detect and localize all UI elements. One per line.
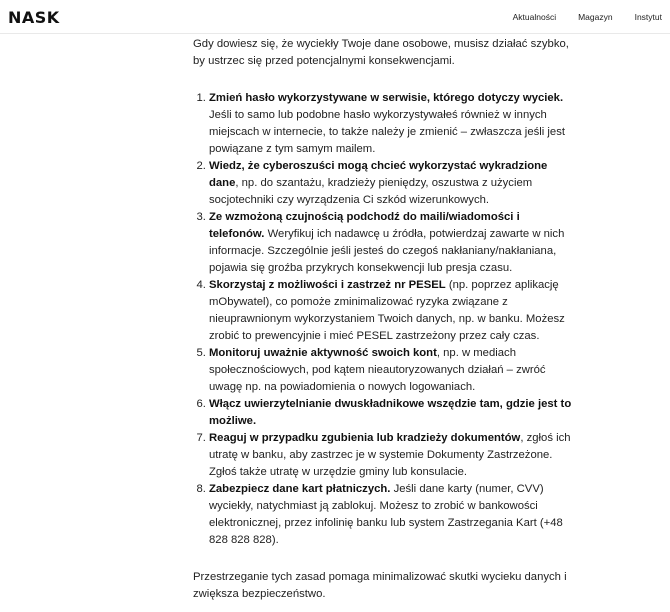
list-item <box>209 430 573 481</box>
nask-logo[interactable]: NASK <box>8 8 60 27</box>
tip-text: , zgłoś ich utratę w banku, aby zastrzec je w systemie Dokumenty Zastrzeżone. Zgłoś także utratę w urzędzie gminy lub konsulacie. <box>209 432 571 478</box>
tip-text: Jeśli dane karty (numer, CVV) wyciekły, natychmiast ją zablokuj. Możesz to zrobić w bankowości elektronicznej, przez infolinię banku lub system Zastrzegania Kart (+48 828 828 828). <box>209 483 563 546</box>
list-item <box>209 396 573 430</box>
tip-text: Weryfikuj ich nadawcę u źródła, potwierdzaj zawarte w nich informacje. Szczególnie jeśli jesteś do czegoś nakłaniany/nakłaniana, pojawia się groźba przykrych konsekwencji lub presja czasu. <box>209 228 565 274</box>
list-item <box>209 209 573 277</box>
tip-text: Jeśli to samo lub podobne hasło wykorzystywałeś również w innych miejscach w internecie, to także należy je zmienić – zwłaszcza jeśli jest powiązane z tym samym mailem. <box>209 109 565 155</box>
tip-heading: Monitoruj uważnie aktywność swoich kont <box>209 347 437 359</box>
tip-heading: Ze wzmożoną czujnością podchodź do maili/wiadomości i telefonów. <box>209 211 520 240</box>
tip-heading: Włącz uwierzytelnianie dwuskładnikowe wszędzie tam, gdzie jest to możliwe. <box>209 398 572 427</box>
tip-heading: Zabezpiecz dane kart płatniczych. <box>209 483 391 495</box>
article-intro: Gdy dowiesz się, że wyciekły Twoje dane osobowe, musisz działać szybko, by ustrzec się przed potencjalnymi konsekwencjami. <box>193 38 569 67</box>
list-item <box>209 345 573 396</box>
top-navigation-bar <box>0 0 670 34</box>
nav-link-magazyn[interactable]: Magazyn <box>578 12 613 22</box>
list-item <box>209 158 573 209</box>
tip-heading: Wiedz, że cyberoszuści mogą chcieć wykorzystać wykradzione dane <box>209 160 548 189</box>
tip-heading: Reaguj w przypadku zgubienia lub kradzieży dokumentów <box>209 432 521 444</box>
list-item <box>209 277 573 345</box>
tip-text: (np. poprzez aplikację mObywatel), co pomoże zminimalizować ryzyka związane z nieuprawnionym wykorzystaniem Twoich danych, np. w banku. Możesz zrobić to prewencyjnie i mieć PESEL zastrzeżony przez cały czas. <box>209 279 565 342</box>
list-item <box>209 90 573 158</box>
nav-link-aktualnosci[interactable]: Aktualności <box>512 12 557 22</box>
tips-list <box>193 90 573 549</box>
nav-link-instytut[interactable]: Instytut <box>634 12 662 22</box>
list-item <box>209 481 573 549</box>
article-content <box>193 36 573 603</box>
tip-heading: Zmień hasło wykorzystywane w serwisie, którego dotyczy wyciek. <box>209 92 564 104</box>
tip-text: , np. do szantażu, kradzieży pieniędzy, oszustwa z użyciem socjotechniki czy wyrządzenia Ci szkód wizerunkowych. <box>209 177 533 206</box>
tip-heading: Skorzystaj z możliwości i zastrzeż nr PESEL <box>209 279 446 291</box>
article-outro: Przestrzeganie tych zasad pomaga minimalizować skutki wycieku danych i zwiększa bezpieczeństwo. <box>193 571 567 600</box>
tip-text: , np. w mediach społecznościowych, pod kątem nieautoryzowanych działań – zwróć uwagę np. na powiadomienia o nowych logowaniach. <box>209 347 546 393</box>
main-nav <box>513 12 662 22</box>
